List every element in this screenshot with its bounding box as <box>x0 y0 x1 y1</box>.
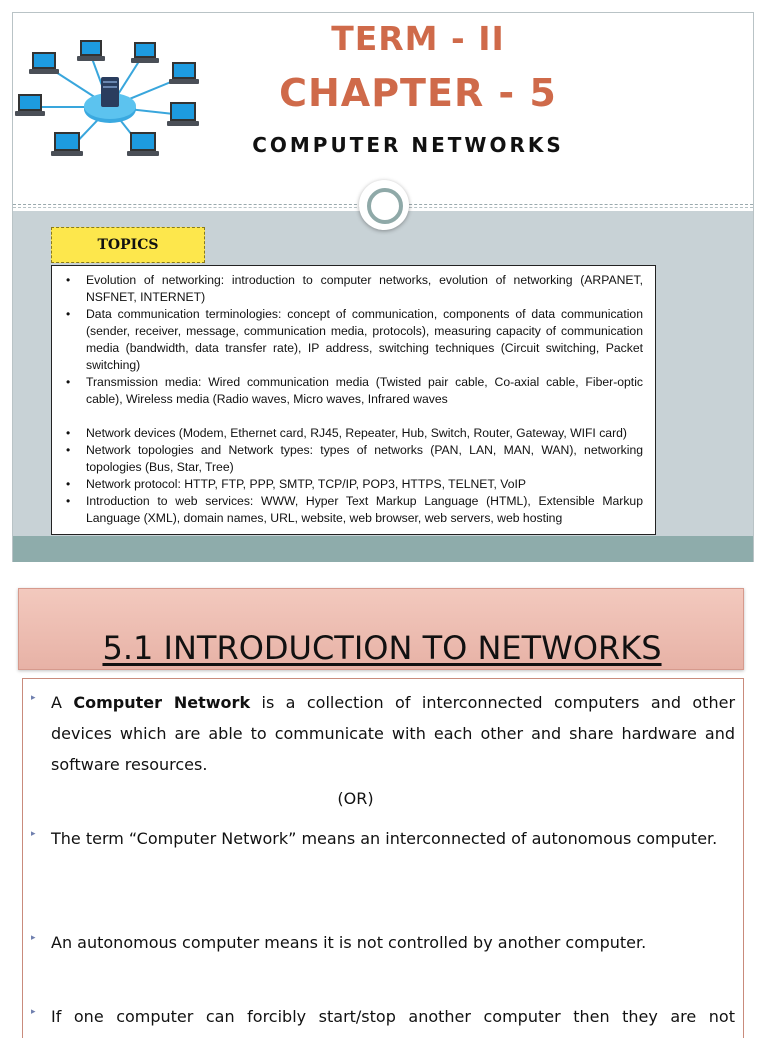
paragraph-autonomous: An autonomous computer means it is not controlled by another computer. <box>51 933 647 952</box>
bullet-arrow-icon <box>31 1007 41 1017</box>
slide-chapter-cover <box>12 12 754 562</box>
topics-list-box <box>51 265 656 535</box>
topic-item: • Introduction to web services: WWW, Hyper Text Markup Language (HTML), Extensible Markup Language (XML), domain names, URL, website, web browser, web servers, web hosting <box>62 493 643 527</box>
topic-item: • Network protocol: HTTP, FTP, PPP, SMTP, TCP/IP, POP3, HTTPS, TELNET, VoIP <box>62 476 643 493</box>
network-illustration-icon <box>15 37 205 167</box>
definition-term: Computer Network <box>73 693 251 712</box>
term-title: TERM - II <box>331 19 505 58</box>
or-separator: (OR) <box>337 789 374 808</box>
topic-item: • Network topologies and Network types: types of networks (PAN, LAN, MAN, WAN), networking topologies (Bus, Star, Tree) <box>62 442 643 476</box>
bullet-arrow-icon <box>31 933 41 943</box>
divider-ornament <box>359 180 409 230</box>
bullet-arrow-icon <box>31 829 41 839</box>
topic-item: • Evolution of networking: introduction to computer networks, evolution of networking (ARPANET, NSFNET, INTERNET) <box>62 272 643 306</box>
paragraph-forcibly-control: If one computer can forcibly start/stop another computer then they are not <box>51 1007 735 1026</box>
topic-item: • Data communication terminologies: concept of communication, components of data communication (sender, receiver, message, communication media, protocols), measuring capacity of communication media (bandwidth, data transfer rate), IP address, switching techniques (Circuit switching, Packet switching) <box>62 306 643 374</box>
section-title: 5.1 INTRODUCTION TO NETWORKS <box>102 629 662 667</box>
topic-item: • Network devices (Modem, Ethernet card, RJ45, Repeater, Hub, Switch, Router, Gateway, WIFI card) <box>62 425 643 442</box>
definition-paragraph <box>51 687 735 780</box>
topics-list <box>62 272 643 527</box>
chapter-title: CHAPTER - 5 <box>279 71 557 115</box>
definition-prefix: A <box>51 693 74 712</box>
section-header-banner <box>18 588 744 670</box>
topics-label: TOPICS <box>51 227 205 263</box>
topic-item: • Transmission media: Wired communication media (Twisted pair cable, Co-axial cable, Fiber-optic cable), Wireless media (Radio waves, Micro waves, Infrared waves <box>62 374 643 408</box>
slide-footer-band <box>13 536 753 562</box>
bullet-arrow-icon <box>31 693 41 703</box>
section-content-box <box>22 678 744 1038</box>
paragraph-term-meaning: The term “Computer Network” means an interconnected of autonomous computer. <box>51 829 718 848</box>
definition-text: is a collection of interconnected computers and other devices which are able to communicate with each other and share hardware and software resources. <box>51 693 736 774</box>
subject-title: COMPUTER NETWORKS <box>252 133 564 157</box>
